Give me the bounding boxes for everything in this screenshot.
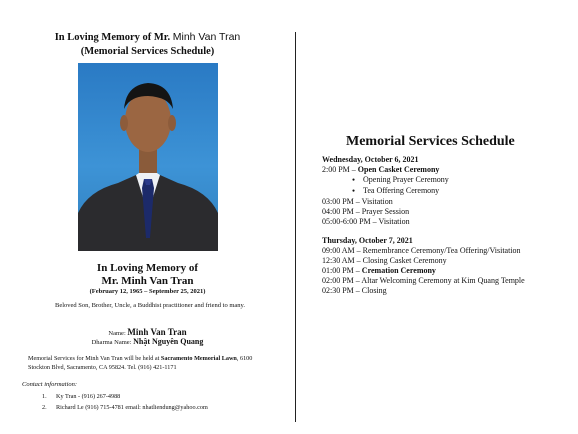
schedule-row: 09:00 AM – Remembrance Ceremony/Tea Offering/Visitation: [322, 246, 521, 255]
schedule-row: 02:30 PM – Closing: [322, 286, 387, 295]
schedule-row: 05:00-6:00 PM – Visitation: [322, 217, 410, 226]
schedule-row: 01:00 PM – Cremation Ceremony: [322, 266, 436, 275]
schedule-bullet: ● Tea Offering Ceremony: [322, 186, 578, 197]
vertical-divider: [295, 32, 296, 422]
contact-label: Contact information:: [22, 381, 78, 388]
schedule-row: 02:00 PM – Altar Welcoming Ceremony at Kim Quang Temple: [322, 276, 525, 285]
contact-list: [42, 391, 208, 413]
schedule-row: 03:00 PM – Visitation: [322, 197, 393, 206]
name-line: Name: Minh Van Tran: [108, 327, 187, 337]
services-location: Memorial Services for Minh Van Tran will be held at Sacramento Memorial Lawn, 6100 Stockton Blvd, Sacramento, CA 95824. Tel. (916) 421-1171: [28, 355, 253, 371]
contact-item: 2. Richard Le (916) 715-4781 email: nhatliendung@yahoo.com: [42, 404, 208, 411]
day-heading: Thursday, October 7, 2021: [322, 236, 413, 245]
portrait-illustration: [78, 63, 218, 251]
schedule-row: 12:30 AM – Closing Casket Ceremony: [322, 256, 447, 265]
schedule-bullet: ● Opening Prayer Ceremony: [322, 175, 578, 186]
description: Beloved Son, Brother, Uncle, a Buddhist practitioner and friend to many.: [55, 302, 245, 309]
schedule-row: 04:00 PM – Prayer Session: [322, 207, 410, 216]
spacer: [322, 227, 578, 236]
schedule-body: [322, 155, 578, 296]
memory-heading: In Loving Memory of: [96, 262, 199, 274]
dharma-name-line: Dharma Name: Nhật Nguyên Quang: [91, 337, 204, 346]
life-dates: (February 12, 1965 – September 25, 2021): [89, 288, 206, 295]
portrait-photo: [78, 63, 218, 251]
schedule-row: 2:00 PM – Open Casket Ceremony: [322, 165, 440, 174]
contact-item: 1. Ky Tran - (916) 267-4988: [42, 393, 121, 400]
header-title: In Loving Memory of Mr. Minh Van Tran: [54, 31, 241, 43]
day-heading: Wednesday, October 6, 2021: [322, 155, 419, 164]
memory-name: Mr. Minh Van Tran: [101, 275, 194, 287]
schedule-title: Memorial Services Schedule: [346, 134, 515, 149]
right-panel: [300, 0, 578, 434]
header-subtitle: (Memorial Services Schedule): [80, 46, 215, 57]
